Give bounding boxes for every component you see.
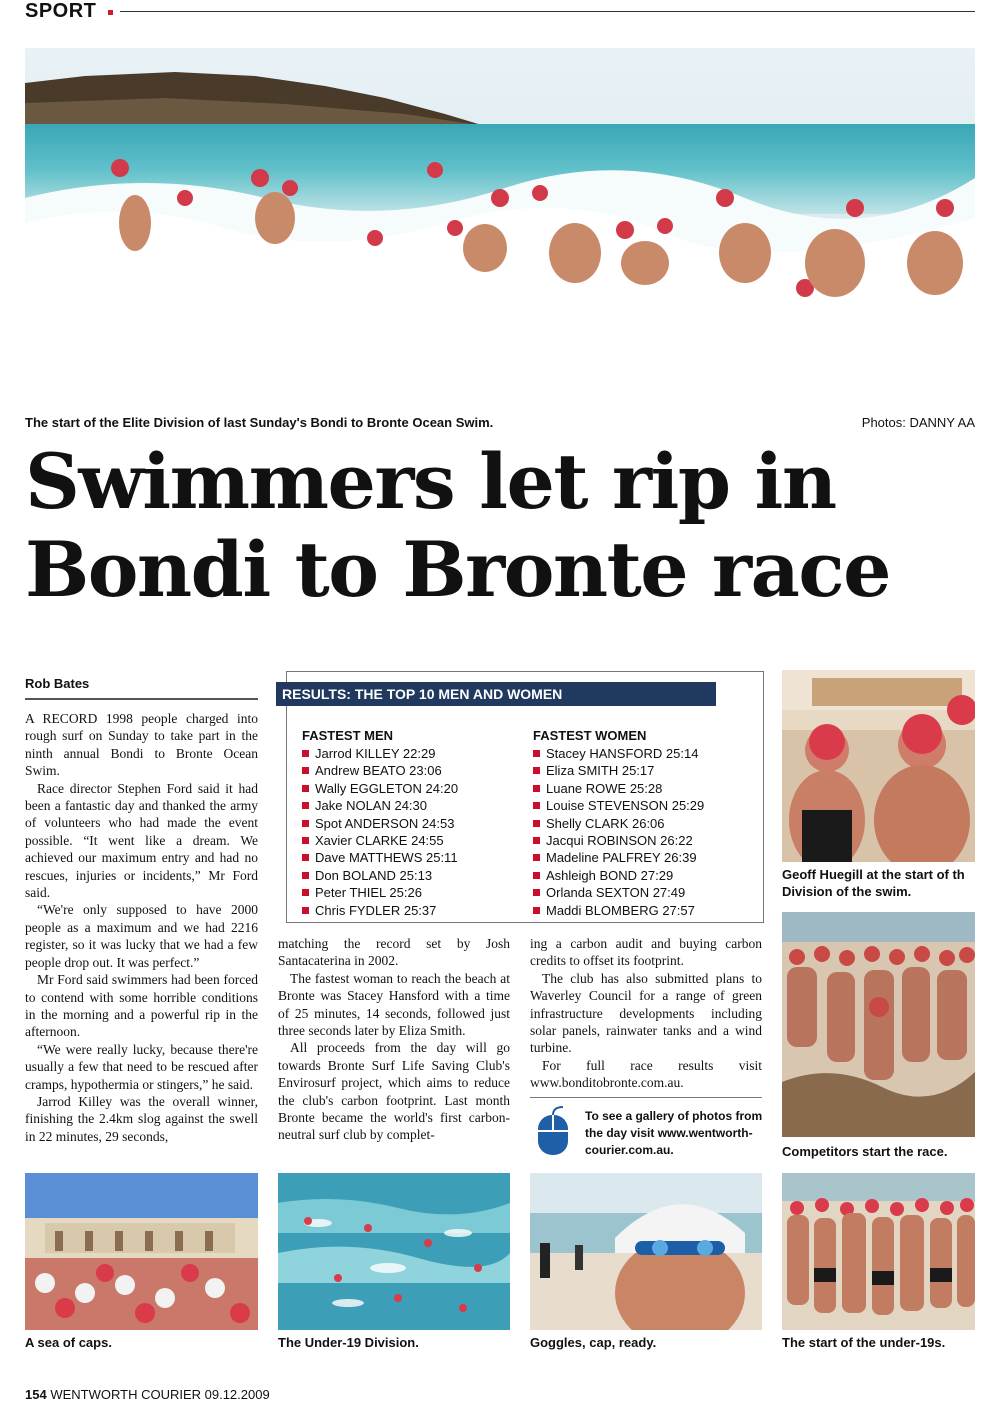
bullet-icon [302, 802, 309, 809]
headline [25, 438, 985, 614]
caption-goggles-cap: Goggles, cap, ready. [530, 1335, 657, 1350]
result-row: Don BOLAND 25:13 [302, 867, 458, 884]
article-paragraph: “We were really lucky, because there're usually a few that need to be rescued after cramps, hypothermia or stingers,” he said. [25, 1041, 258, 1092]
result-row: Stacey HANSFORD 25:14 [533, 745, 704, 762]
headline-line-2: Bondi to Bronte race [25, 525, 890, 614]
result-row: Jacqui ROBINSON 26:22 [533, 832, 704, 849]
article-paragraph: All proceeds from the day will go towards Bronte Surf Life Saving Club's Envirosurf project, which aims to reduce the club's carbon footprint. Last month Bronte became the world's first carbon-neutral surf club by complet- [278, 1040, 510, 1143]
article-column-1 [25, 710, 258, 1145]
article-paragraph: The fastest woman to reach the beach at Bronte was Stacey Hansford with a time of 25 minutes, 14 seconds, followed just three seconds later by Eliza Smith. [278, 970, 510, 1039]
photo-competitors-start [782, 912, 975, 1137]
gallery-link[interactable]: To see a gallery of photos from the day visit www.wentworth-courier.com.au. [585, 1109, 763, 1157]
result-row: Ashleigh BOND 27:29 [533, 867, 704, 884]
bullet-icon [533, 767, 540, 774]
section-rule [120, 11, 975, 12]
page-footer [25, 1387, 270, 1402]
photo-goggles-cap [530, 1173, 762, 1330]
caption-sea-of-caps: A sea of caps. [25, 1335, 112, 1350]
bullet-icon [533, 854, 540, 861]
caption-start-under-19s: The start of the under-19s. [782, 1335, 946, 1350]
article-paragraph: matching the record set by Josh Santacaterina in 2002. [278, 936, 510, 969]
bullet-icon [302, 767, 309, 774]
bullet-icon [302, 837, 309, 844]
result-row: Jarrod KILLEY 22:29 [302, 745, 458, 762]
section-marker [108, 10, 113, 15]
result-row: Louise STEVENSON 25:29 [533, 797, 704, 814]
article-column-2 [278, 935, 510, 1144]
article-column-3 [530, 935, 762, 1092]
hero-caption: The start of the Elite Division of last Sunday's Bondi to Bronte Ocean Swim. [25, 415, 494, 430]
results-men-title: FASTEST MEN [302, 728, 394, 743]
bullet-icon [302, 872, 309, 879]
results-men [302, 728, 458, 919]
result-row: Chris FYDLER 25:37 [302, 902, 458, 919]
photo-start-under-19s [782, 1173, 975, 1330]
bullet-icon [533, 802, 540, 809]
bullet-icon [302, 889, 309, 896]
caption-geoff-line-2: Division of the swim. [782, 884, 912, 899]
caption-competitors-start: Competitors start the race. [782, 1144, 948, 1159]
bullet-icon [302, 750, 309, 757]
result-row: Dave MATTHEWS 25:11 [302, 849, 458, 866]
article-paragraph: A RECORD 1998 people charged into rough surf on Sunday to take part in the ninth annual Bondi to Bronte Ocean Swim. [25, 711, 258, 779]
bullet-icon [533, 820, 540, 827]
headline-line-1: Swimmers let rip in [25, 437, 836, 526]
article-paragraph: Race director Stephen Ford said it had been a fantastic day and thanked the army of volunteers who had made the event possible. “It went like a dream. We achieved our maximum entry and had no rescues, injuries or incidents,” Mr Ford said. [25, 780, 258, 901]
publication-date: WENTWORTH COURIER 09.12.2009 [50, 1387, 270, 1402]
result-row: Shelly CLARK 26:06 [533, 815, 704, 832]
article-paragraph: “We're only supposed to have 2000 people as a maximum and we had 2216 register, so it was lucky that we had a few people drop out. It was perfect.” [25, 902, 258, 970]
result-row: Eliza SMITH 25:17 [533, 762, 704, 779]
promo-rule [530, 1097, 762, 1098]
result-row: Wally EGGLETON 24:20 [302, 780, 458, 797]
bullet-icon [533, 872, 540, 879]
result-row: Andrew BEATO 23:06 [302, 762, 458, 779]
results-women-title: FASTEST WOMEN [533, 728, 647, 743]
photo-sea-of-caps [25, 1173, 258, 1330]
bullet-icon [302, 854, 309, 861]
bullet-icon [533, 750, 540, 757]
mouse-icon [535, 1105, 575, 1160]
result-row: Madeline PALFREY 26:39 [533, 849, 704, 866]
article-paragraph: The club has also submitted plans to Waverley Council for a range of green infrastructure developments including solar panels, rainwater tanks and a wind turbine. [530, 970, 762, 1056]
bullet-icon [533, 785, 540, 792]
bullet-icon [302, 785, 309, 792]
caption-geoff-line-1: Geoff Huegill at the start of th [782, 867, 965, 882]
article-paragraph: ing a carbon audit and buying carbon credits to offset its footprint. [530, 936, 762, 969]
photo-credit: Photos: DANNY AA [861, 415, 975, 430]
results-heading: RESULTS: THE TOP 10 MEN AND WOMEN [276, 682, 716, 706]
byline-rule [25, 698, 258, 700]
bullet-icon [302, 820, 309, 827]
bullet-icon [533, 837, 540, 844]
bullet-icon [533, 889, 540, 896]
bullet-icon [302, 907, 309, 914]
caption-under-19-division: The Under-19 Division. [278, 1335, 419, 1350]
result-row: Maddi BLOMBERG 27:57 [533, 902, 704, 919]
photo-under-19-division [278, 1173, 510, 1330]
byline: Rob Bates [25, 676, 90, 691]
result-row: Luane ROWE 25:28 [533, 780, 704, 797]
hero-photo [25, 48, 975, 408]
result-row: Peter THIEL 25:26 [302, 884, 458, 901]
results-women [533, 728, 704, 919]
result-row: Jake NOLAN 24:30 [302, 797, 458, 814]
article-paragraph: Mr Ford said swimmers had been forced to contend with some horrible conditions in the morning and a powerful rip in the afternoon. [25, 972, 258, 1040]
article-paragraph: For full race results visit www.bonditobronte.com.au. [530, 1057, 762, 1091]
section-label: SPORT [25, 0, 97, 22]
result-row: Xavier CLARKE 24:55 [302, 832, 458, 849]
page-number: 154 [25, 1387, 47, 1402]
photo-geoff-huegill [782, 670, 975, 862]
result-row: Orlanda SEXTON 27:49 [533, 884, 704, 901]
bullet-icon [533, 907, 540, 914]
article-paragraph: Jarrod Killey was the overall winner, finishing the 2.4km slog against the swell in 22 minutes, 29 seconds, [25, 1093, 258, 1144]
result-row: Spot ANDERSON 24:53 [302, 815, 458, 832]
